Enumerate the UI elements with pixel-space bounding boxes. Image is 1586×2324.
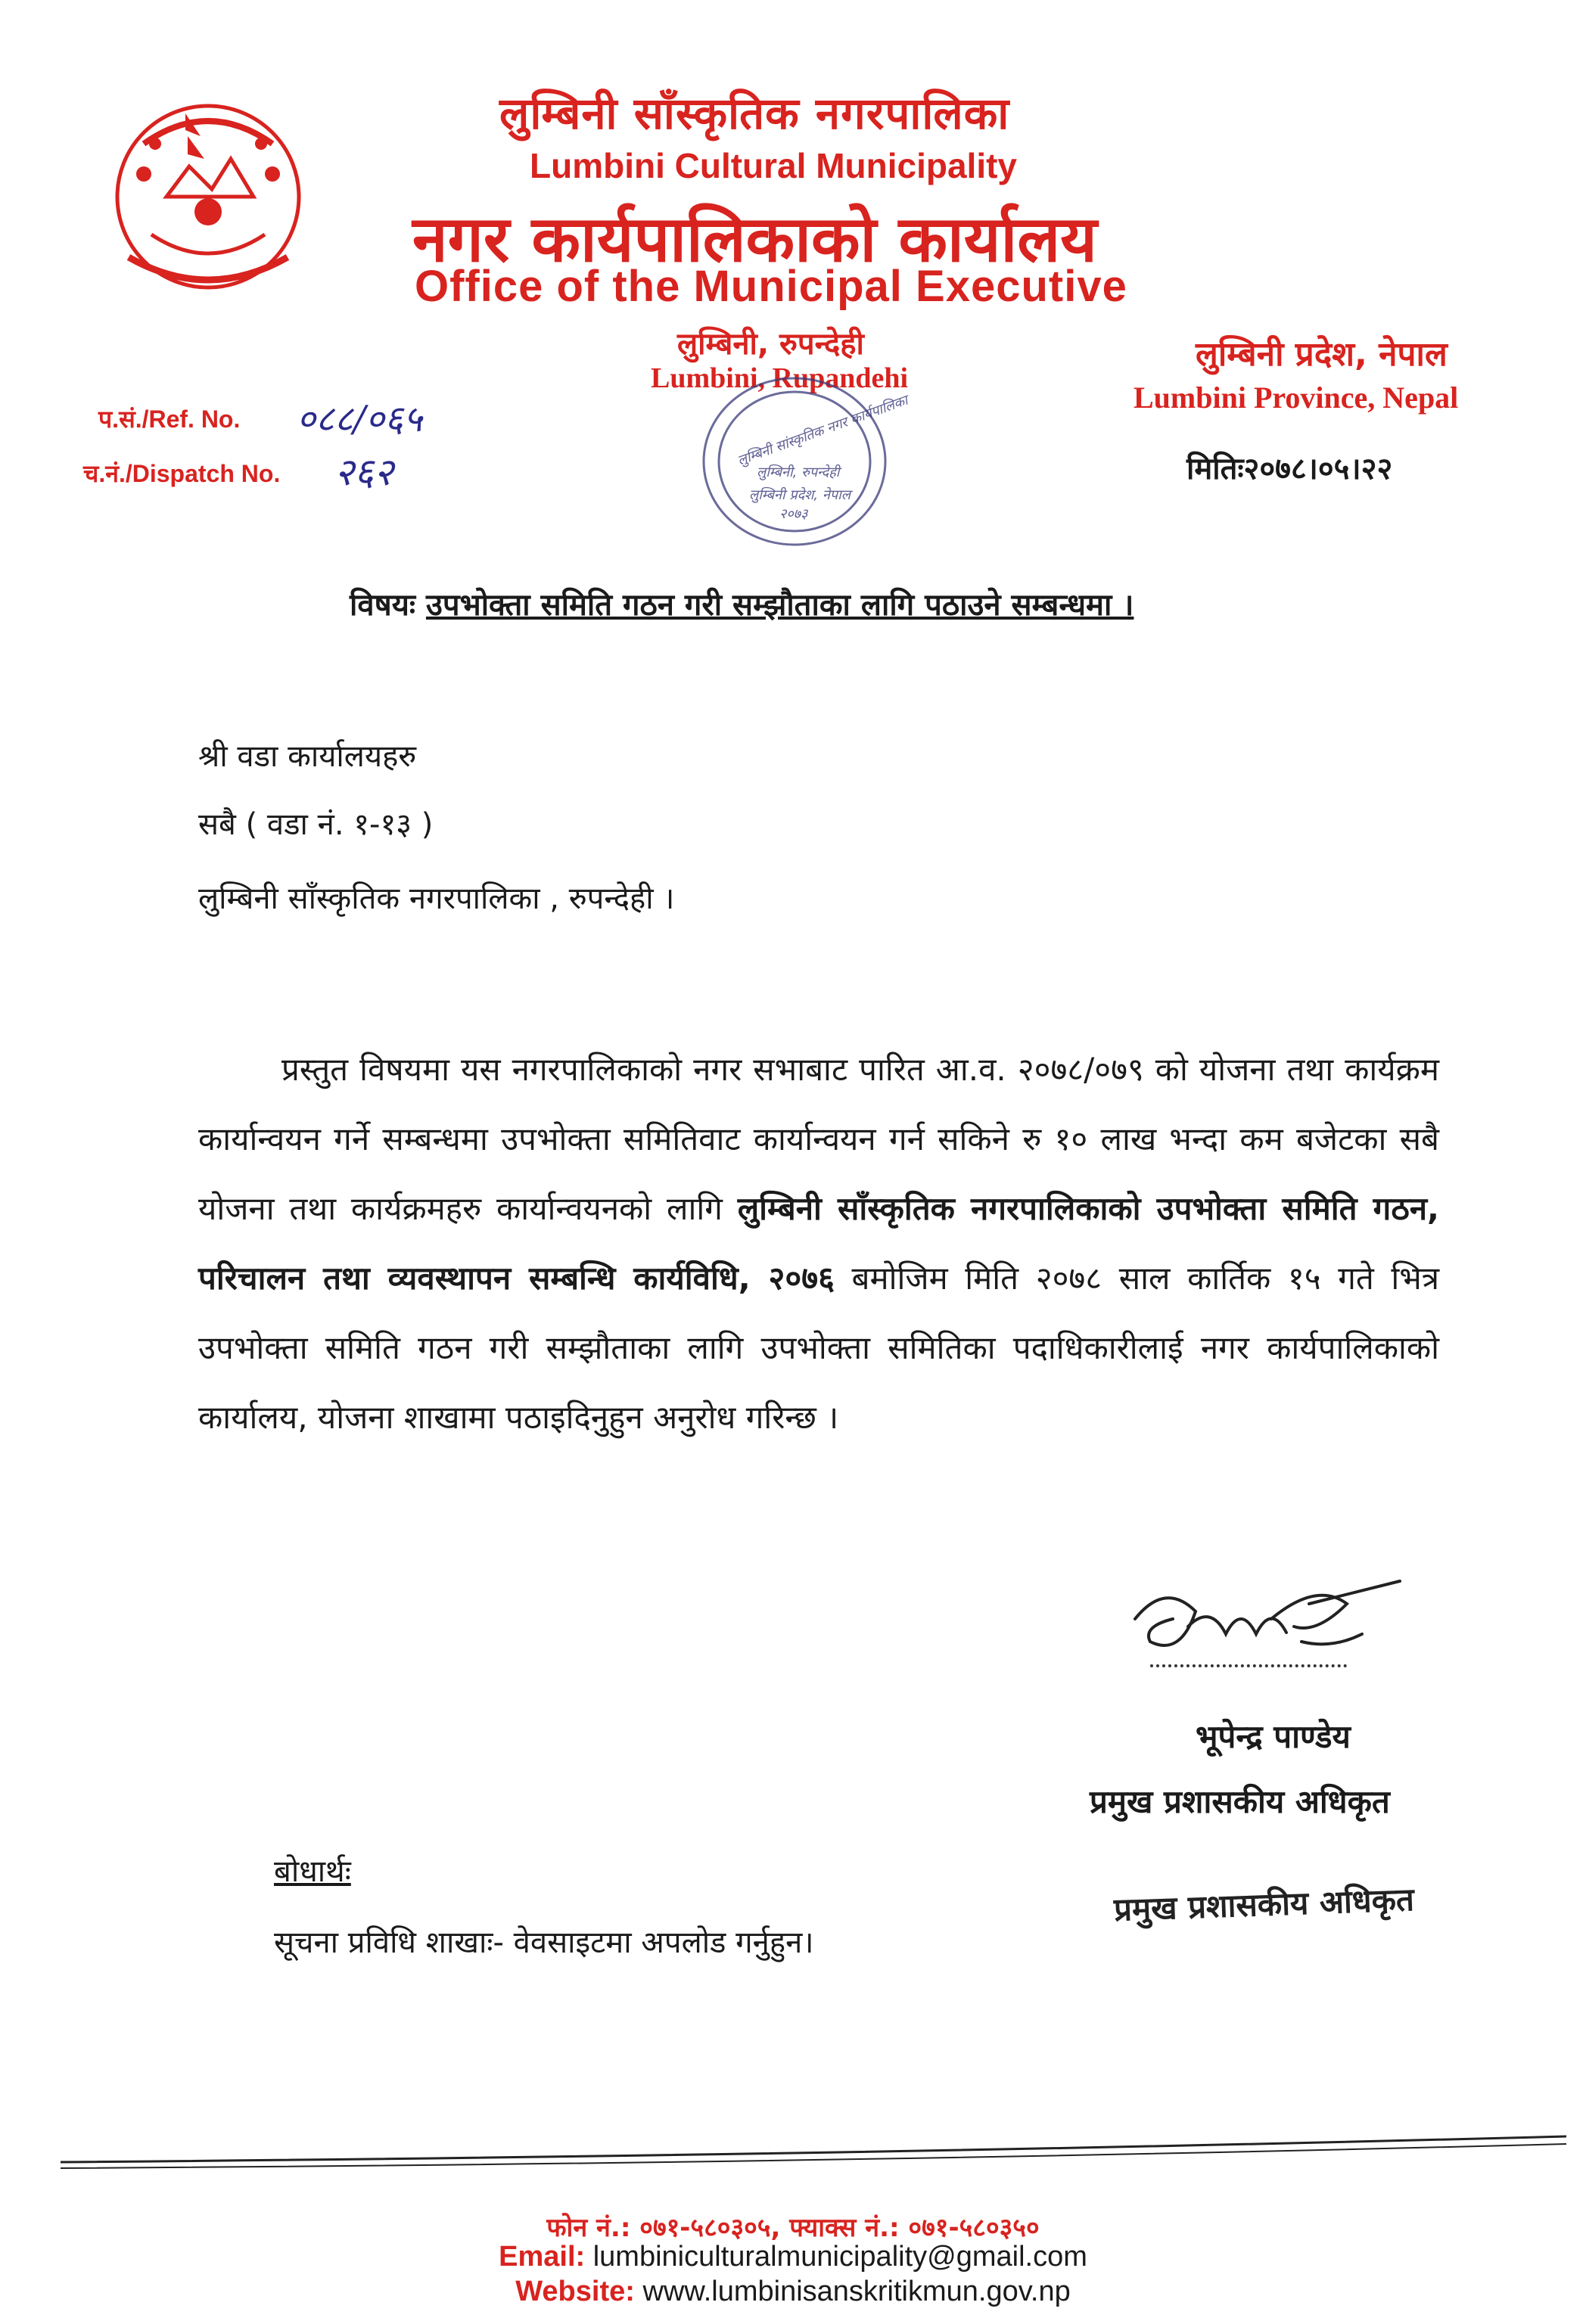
- province-nepali: लुम्बिनी प्रदेश, नेपाल: [1196, 335, 1448, 374]
- municipality-name-english: Lumbini Cultural Municipality: [530, 146, 1017, 185]
- addressee-line-3: लुम्बिनी साँस्कृतिक नगरपालिका , रुपन्देही ।: [198, 881, 675, 916]
- addressee-line-1: श्री वडा कार्यालयहरु: [198, 739, 417, 774]
- signer-title-stamp: प्रमुख प्रशासकीय अधिकृत: [1113, 1881, 1415, 1928]
- signer-name: भूपेन्द्र पाण्डेय: [1196, 1718, 1351, 1755]
- body-bold-reference: लुम्बिनी साँस्कृतिक नगरपालिकाको उपभोक्ता समिति गठन, परिचालन तथा व्यवस्थापन सम्बन्धि कार्यविधि, २०७६: [198, 1190, 1439, 1297]
- subject-line: [350, 583, 1134, 624]
- footer-email-line: [0, 2241, 1586, 2273]
- stamp-text-line1: लुम्बिनी सांस्कृतिक नगर कार्यपालिका: [735, 392, 910, 469]
- dispatch-number-value: २६२: [334, 450, 393, 494]
- body-part-1: प्रस्तुत विषयमा यस नगरपालिकाको नगर सभाबाट पारित आ.व. २०७८/०७९ को योजना तथा कार्यक्रम कार्यान्वयन गर्ने सम्बन्धमा उपभोक्ता समितिवाट कार्यान्वयन गर्न सकिने रु १० लाख भन्दा कम बजेटका सबै योजना तथा कार्यक्रमहरु कार्यान्वयनको लागि: [198, 1051, 1439, 1227]
- ref-number-value: ०८८/०६५: [297, 398, 422, 440]
- subject-text: उपभोक्ता समिति गठन गरी सम्झौताका लागि पठाउने सम्बन्धमा ।: [425, 588, 1134, 623]
- office-name-english: Office of the Municipal Executive: [415, 262, 1127, 311]
- signature-icon: [1120, 1574, 1407, 1687]
- address-nepali: लुम्बिनी, रुपन्देही: [677, 327, 864, 362]
- stamp-text-line4: २०७३: [779, 506, 808, 522]
- signer-title: प्रमुख प्रशासकीय अधिकृत: [1090, 1783, 1390, 1820]
- addressee-line-2: सबै ( वडा नं. १-१३ ): [198, 807, 434, 842]
- footer-website-line: [0, 2276, 1586, 2308]
- stamp-text-line3: लुम्बिनी प्रदेश, नेपाल: [749, 487, 851, 503]
- subject-label: विषयः: [350, 588, 415, 623]
- body-part-2: बमोजिम मिति २०७८ साल कार्तिक १५ गते भित्र उपभोक्ता समिति गठन गरी सम्झौताका लागि उपभोक्ता समितिका पदाधिकारीलाई नगर कार्यपालिकाको कार्यालय, योजना शाखामा पठाइदिनुहुन अनुरोध गरिन्छ ।: [198, 1260, 1440, 1436]
- municipality-name-nepali: लुम्बिनी साँस्कृतिक नगरपालिका: [499, 88, 1010, 139]
- cc-label: बोधार्थः: [274, 1854, 351, 1889]
- footer-website-label: Website:: [515, 2276, 635, 2307]
- footer-divider: [61, 2133, 1566, 2179]
- letter-date: मितिः२०७८।०५।२२: [1186, 452, 1393, 486]
- dispatch-number-label: च.नं./Dispatch No.: [83, 460, 281, 487]
- address-english: Lumbini, Rupandehi: [651, 362, 909, 394]
- province-english: Lumbini Province, Nepal: [1134, 381, 1459, 415]
- municipality-stamp-icon: [643, 356, 931, 552]
- letter-body: [198, 1035, 1439, 1452]
- signature-line: [1150, 1664, 1347, 1667]
- footer-email-label: Email:: [499, 2241, 586, 2273]
- footer-phone: फोन नं.: ०७१-५८०३०५, फ्याक्स नं.: ०७१-५८०३५०: [546, 2213, 1040, 2243]
- stamp-text-line2: लुम्बिनी, रुपन्देही: [757, 464, 840, 480]
- government-emblem-icon: [98, 83, 318, 310]
- office-name-nepali: नगर कार्यपालिकाको कार्यालय: [412, 202, 1097, 276]
- footer-email-link[interactable]: lumbiniculturalmunicipality@gmail.com: [592, 2241, 1087, 2273]
- cc-text: सूचना प्रविधि शाखाः- वेवसाइटमा अपलोड गर्नुहुन।: [274, 1925, 814, 1960]
- footer-website-link[interactable]: www.lumbinisanskritikmun.gov.np: [642, 2276, 1071, 2307]
- ref-number-label: प.सं./Ref. No.: [98, 405, 241, 433]
